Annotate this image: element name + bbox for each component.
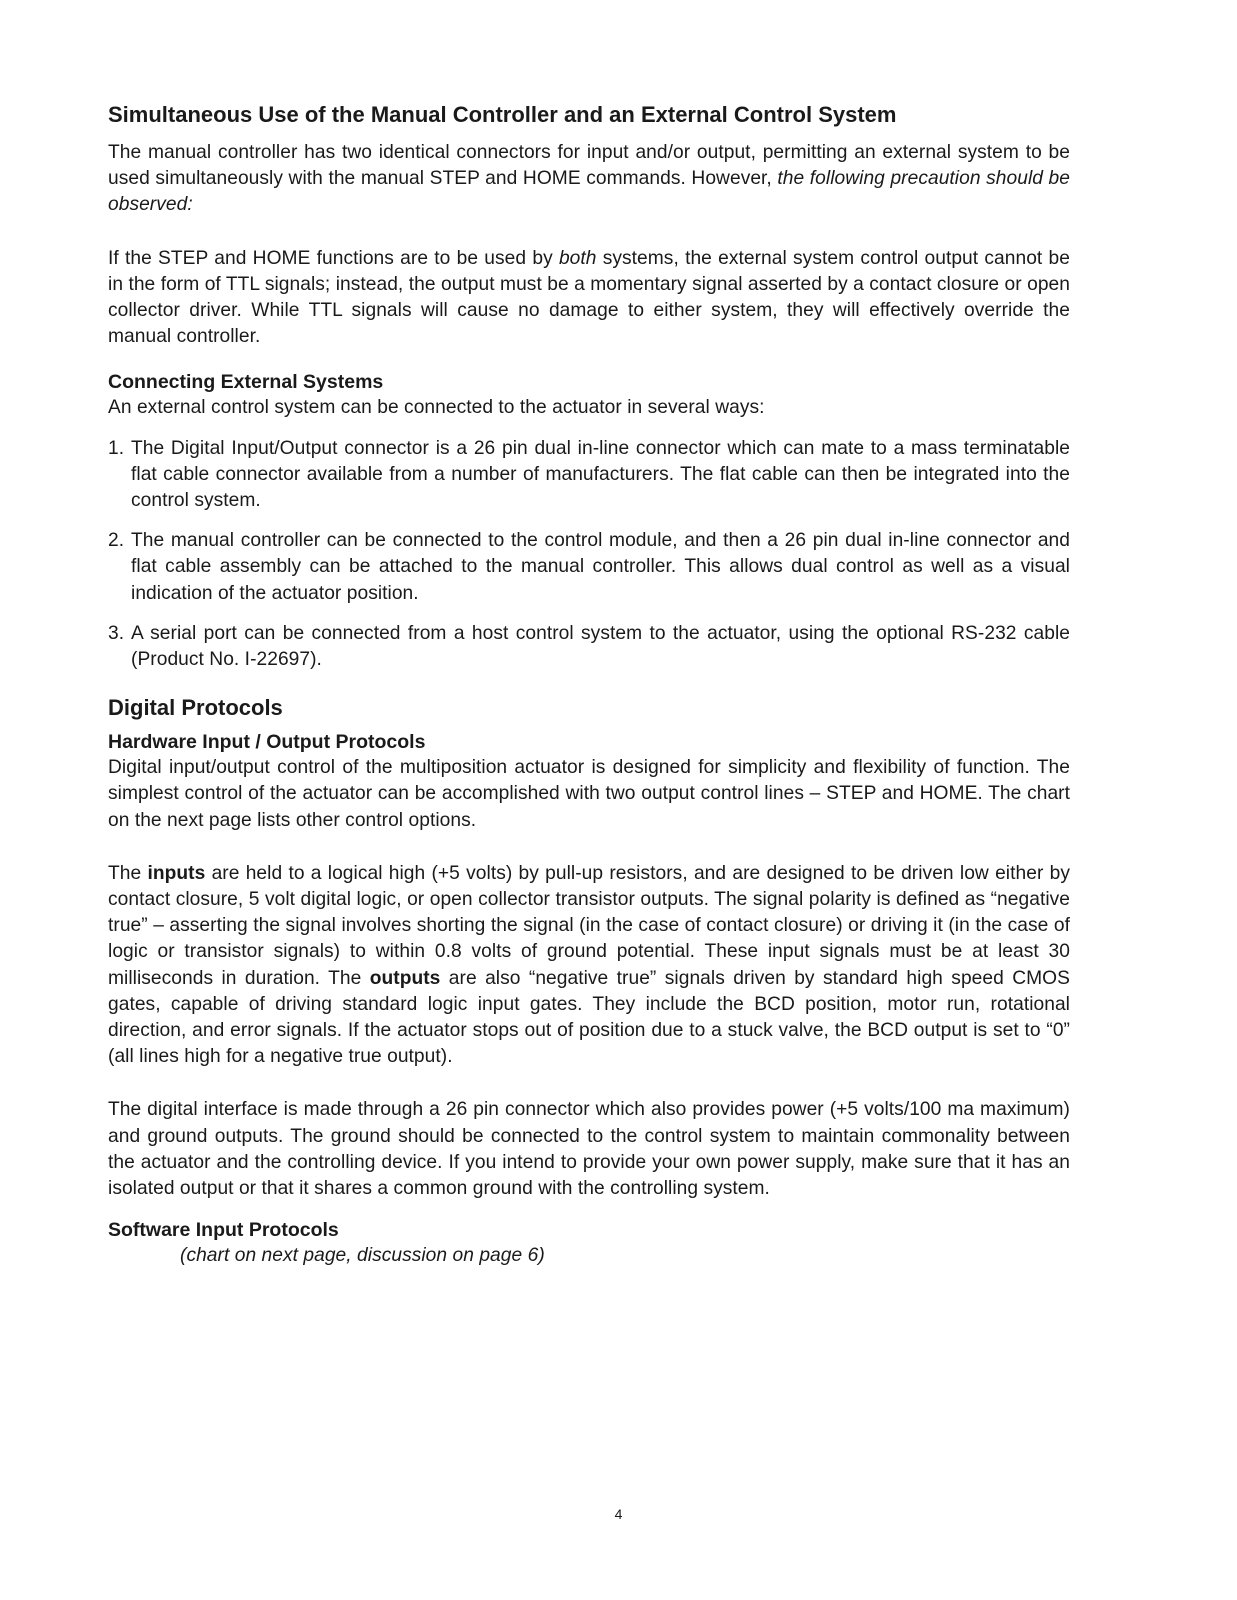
paragraph-inputs-text-b: are held to a logical high (+5 volts) by pull-up resistors, and are designed to be driven low either by contact closure, 5 volt digital logic, or open collector transistor outputs. The signal polarity is defined as “negative true” – asserting the signal involves shorting the signal (in the case of contact closure) or driving it (in the case of logic or transistor signals) to within 0.8 volts of ground potential. These input signals must be at least 30 milliseconds in duration. The [108, 862, 1070, 989]
both-emphasis: both [558, 247, 597, 269]
list-item-text: The manual controller can be connected to the control module, and then a 26 pin dual in-line connector and flat cable assembly can be attached to the manual controller. This allows dual control as well as a visual indication of the actuator position. [131, 530, 1070, 604]
precaution-emphasis: the following precaution should be observed: [108, 168, 1070, 216]
list-item-number: 2. [108, 530, 125, 552]
paragraph-hardware-intro: Digital input/output control of the multiposition actuator is designed for simplicity and flexibility of function. The simplest control of the actuator can be accomplished with two output control lines – STEP and HOME. The chart on the next page lists other control options. [108, 757, 1070, 831]
list-item-number: 3. [108, 622, 125, 644]
connection-methods-list [108, 436, 1070, 674]
paragraph-inputs-text-a: The [108, 862, 148, 884]
paragraph-inputs-text-c: are also “negative true” signals driven by standard high speed CMOS gates, capable of driving standard logic input gates. They include the BCD position, motor run, rotational direction, and error signals. If the actuator stops out of position due to a stuck valve, the BCD output is set to “0” (all lines high for a negative true output). [108, 967, 1070, 1068]
paragraph-digital-interface: The digital interface is made through a 26 pin connector which also provides power (+5 volts/100 ma maximum) and ground outputs. The ground should be connected to the control system to maintain commonality between the actuator and the controlling device. If you intend to provide your own power supply, make sure that it has an isolated output or that it shares a common ground with the controlling system. [108, 1099, 1070, 1200]
list-item-text: A serial port can be connected from a host control system to the actuator, using the optional RS-232 cable (Product No. I-22697). [131, 622, 1070, 671]
subsection-title-hardware-protocols: Hardware Input / Output Protocols [108, 731, 426, 754]
list-item [108, 436, 1070, 515]
paragraph-connectors [108, 140, 1070, 219]
section-title-digital-protocols: Digital Protocols [108, 695, 283, 721]
paragraph-connecting-intro: An external control system can be connected to the actuator in several ways: [108, 397, 765, 419]
outputs-bold: outputs [369, 967, 441, 989]
list-item [108, 621, 1070, 673]
list-item [108, 528, 1070, 607]
section-title-simultaneous-use: Simultaneous Use of the Manual Controller and an External Control System [108, 102, 897, 127]
software-protocols-note: (chart on next page, discussion on page 6) [180, 1245, 545, 1267]
paragraph-precaution-text-a: If the STEP and HOME functions are to be used by [108, 247, 559, 269]
paragraph-precaution [108, 246, 1070, 351]
document-page [108, 100, 1070, 1270]
paragraph-connectors-text: The manual controller has two identical connectors for input and/or output, permitting an external system to be used simultaneously with the manual STEP and HOME commands. However, [108, 142, 1070, 190]
paragraph-precaution-text-b: systems, the external system control output cannot be in the form of TTL signals; instead, the output must be a momentary signal asserted by a contact closure or open collector driver. While TTL signals will cause no damage to either system, they will effectively override the manual controller. [108, 247, 1070, 348]
list-item-text: The Digital Input/Output connector is a 26 pin dual in-line connector which can mate to a mass terminatable flat cable connector available from a number of manufacturers. The flat cable can then be integrated into the control system. [131, 437, 1070, 512]
subsection-title-software-protocols: Software Input Protocols [108, 1219, 339, 1242]
subsection-title-connecting: Connecting External Systems [108, 371, 384, 394]
inputs-bold: inputs [147, 862, 206, 884]
list-item-number: 1. [108, 437, 125, 459]
page-number: 4 [614, 1506, 623, 1522]
paragraph-inputs-outputs [108, 861, 1070, 1071]
